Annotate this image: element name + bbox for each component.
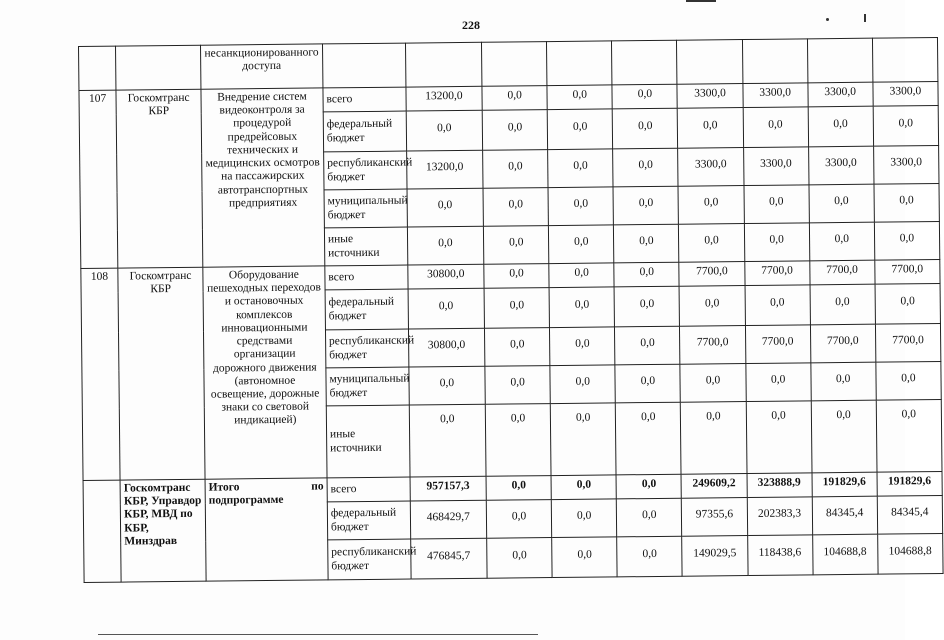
budget-table <box>78 37 944 583</box>
value-cell: 0,0 <box>617 536 683 577</box>
value-cell: 0,0 <box>550 327 616 366</box>
value-cell: 0,0 <box>408 366 485 405</box>
value-cell: 0,0 <box>810 362 876 401</box>
value-cell: 0,0 <box>681 402 747 475</box>
value-cell: 0,0 <box>744 185 810 224</box>
value-cell: 7700,0 <box>679 262 744 287</box>
executor-cell: Госкомтранс КБР <box>118 267 205 480</box>
measure-cell: Внедрение систем видеоконтроля за процедурой предрейсовых технических и медицинских осмотров на пассажирских автотранспортных предприятиях <box>201 88 325 267</box>
value-cell: 0,0 <box>679 224 745 263</box>
value-cell: 0,0 <box>484 226 550 265</box>
value-cell: 476845,7 <box>410 538 487 579</box>
value-cell: 0,0 <box>745 363 811 402</box>
value-cell: 202383,3 <box>747 497 813 536</box>
value-cell: 0,0 <box>547 85 612 110</box>
value-cell: 0,0 <box>549 263 614 288</box>
value-cell: 0,0 <box>875 283 941 324</box>
value-cell: 84345,4 <box>877 495 943 534</box>
executor-cell <box>116 45 201 90</box>
value-cell: 0,0 <box>811 400 877 473</box>
value-cell: 0,0 <box>614 262 679 287</box>
measure-cell: Оборудование пешеходных переходов и остановочных комплексов инновационными средствами организации дорожного движения (автономное освещение, дорожные знаки со световой индикацией) <box>203 266 327 479</box>
value-cell: 3300,0 <box>742 83 807 108</box>
value-cell: 13200,0 <box>406 86 483 111</box>
value-cell: 0,0 <box>485 328 551 367</box>
value-cell: 468429,7 <box>410 500 487 539</box>
value-cell: 0,0 <box>409 404 486 477</box>
value-cell: 0,0 <box>613 148 679 187</box>
value-cell: 0,0 <box>551 499 617 538</box>
value-cell: 0,0 <box>743 107 809 148</box>
source-cell: всего <box>327 477 410 502</box>
value-cell: 0,0 <box>482 86 547 111</box>
value-cell: 0,0 <box>874 183 940 222</box>
value-cell: 0,0 <box>485 404 551 477</box>
value-cell: 13200,0 <box>406 150 483 189</box>
value-cell: 0,0 <box>614 224 680 263</box>
value-cell: 0,0 <box>551 475 616 500</box>
value-cell: 0,0 <box>678 108 744 149</box>
value-cell: 0,0 <box>408 288 485 329</box>
value-cell: 0,0 <box>484 288 550 329</box>
value-cell <box>807 38 873 83</box>
value-cell: 3300,0 <box>808 146 874 185</box>
value-cell: 7700,0 <box>810 324 876 363</box>
source-cell: муниципальный бюджет <box>326 367 409 406</box>
value-cell: 7700,0 <box>680 326 746 365</box>
source-cell: федеральный бюджет <box>325 289 408 330</box>
value-cell: 0,0 <box>876 361 942 400</box>
scan-artifact <box>864 14 866 22</box>
source-cell <box>322 43 405 88</box>
value-cell: 0,0 <box>550 403 616 476</box>
executor-cell: Госкомтранс КБР, Управдор КБР, МВД по КБР, Минздрав <box>120 479 206 582</box>
value-cell: 0,0 <box>616 474 681 499</box>
source-cell: республиканский бюджет <box>325 329 408 368</box>
measure-cell: несанкционированного доступа <box>200 44 322 89</box>
value-cell: 0,0 <box>808 106 874 147</box>
source-cell: республиканский бюджет <box>324 151 407 190</box>
source-cell: всего <box>323 87 406 112</box>
value-cell: 0,0 <box>810 284 876 325</box>
value-cell: 0,0 <box>487 538 553 579</box>
value-cell: 30800,0 <box>408 328 485 367</box>
value-cell: 3300,0 <box>743 147 809 186</box>
value-cell: 0,0 <box>482 110 548 151</box>
value-cell: 104688,8 <box>812 534 878 575</box>
value-cell: 0,0 <box>617 498 683 537</box>
value-cell: 0,0 <box>616 402 682 475</box>
value-cell: 323888,9 <box>747 473 812 498</box>
page-number: 228 <box>462 18 480 32</box>
value-cell: 3300,0 <box>678 148 744 187</box>
value-cell: 0,0 <box>407 188 484 227</box>
value-cell: 0,0 <box>809 184 875 223</box>
value-cell: 0,0 <box>680 364 746 403</box>
value-cell: 0,0 <box>484 264 549 289</box>
value-cell: 0,0 <box>548 187 614 226</box>
value-cell: 0,0 <box>746 401 812 474</box>
value-cell: 0,0 <box>486 476 551 501</box>
row-id-cell: 108 <box>81 268 120 480</box>
value-cell: 0,0 <box>483 150 549 189</box>
value-cell: 0,0 <box>486 500 552 539</box>
value-cell: 191829,6 <box>812 472 877 497</box>
value-cell: 0,0 <box>549 287 615 328</box>
value-cell: 0,0 <box>744 223 810 262</box>
value-cell: 0,0 <box>549 225 615 264</box>
value-cell: 0,0 <box>548 149 614 188</box>
value-cell <box>612 40 678 85</box>
source-cell: всего <box>325 265 408 290</box>
value-cell: 249609,2 <box>681 474 746 499</box>
row-id-cell: 107 <box>79 90 118 268</box>
value-cell: 0,0 <box>406 110 483 151</box>
value-cell: 0,0 <box>485 366 551 405</box>
value-cell: 0,0 <box>613 108 679 149</box>
value-cell: 0,0 <box>613 186 679 225</box>
value-cell: 0,0 <box>614 286 680 327</box>
value-cell: 0,0 <box>678 186 744 225</box>
value-cell: 0,0 <box>547 109 613 150</box>
footer-rule <box>98 634 538 635</box>
value-cell: 30800,0 <box>407 264 484 289</box>
scan-artifact <box>826 18 829 21</box>
row-id-cell <box>83 480 121 582</box>
source-cell: иные источники <box>324 227 407 266</box>
row-id-cell <box>79 46 117 90</box>
source-cell: республиканский бюджет <box>328 539 411 580</box>
source-cell: муниципальный бюджет <box>324 189 407 228</box>
value-cell: 957157,3 <box>410 476 487 501</box>
value-cell: 0,0 <box>552 537 618 578</box>
value-cell: 3300,0 <box>873 145 939 184</box>
value-cell: 149029,5 <box>682 536 748 577</box>
value-cell: 0,0 <box>612 84 677 109</box>
source-cell: федеральный бюджет <box>327 501 410 540</box>
value-cell <box>405 42 482 87</box>
value-cell: 0,0 <box>483 188 549 227</box>
value-cell: 0,0 <box>745 285 811 326</box>
source-cell: федеральный бюджет <box>323 111 406 152</box>
value-cell: 0,0 <box>874 221 940 260</box>
value-cell: 0,0 <box>876 399 942 472</box>
value-cell: 0,0 <box>615 364 681 403</box>
value-cell: 7700,0 <box>744 261 809 286</box>
value-cell: 191829,6 <box>877 471 942 496</box>
value-cell <box>677 40 743 85</box>
source-cell: иные источники <box>326 405 409 478</box>
value-cell <box>742 39 808 84</box>
value-cell: 104688,8 <box>877 533 943 574</box>
value-cell: 0,0 <box>615 326 681 365</box>
value-cell: 7700,0 <box>745 325 811 364</box>
value-cell: 3300,0 <box>873 81 938 106</box>
value-cell <box>872 37 938 82</box>
executor-cell: Госкомтранс КБР <box>116 89 203 268</box>
value-cell <box>547 41 613 86</box>
value-cell: 118438,6 <box>747 535 813 576</box>
value-cell: 0,0 <box>679 286 745 327</box>
value-cell: 0,0 <box>873 105 939 146</box>
budget-table-wrapper <box>78 37 932 583</box>
value-cell: 0,0 <box>809 222 875 261</box>
value-cell: 84345,4 <box>812 496 878 535</box>
total-label-cell: Итого по подпрограмме <box>205 478 328 581</box>
value-cell: 0,0 <box>550 365 616 404</box>
value-cell: 3300,0 <box>677 84 742 109</box>
scan-artifact <box>686 0 716 2</box>
value-cell <box>482 42 548 87</box>
value-cell: 0,0 <box>407 226 484 265</box>
value-cell: 7700,0 <box>875 259 940 284</box>
value-cell: 7700,0 <box>875 323 941 362</box>
value-cell: 7700,0 <box>809 260 874 285</box>
value-cell: 97355,6 <box>682 498 748 537</box>
value-cell: 3300,0 <box>808 82 873 107</box>
